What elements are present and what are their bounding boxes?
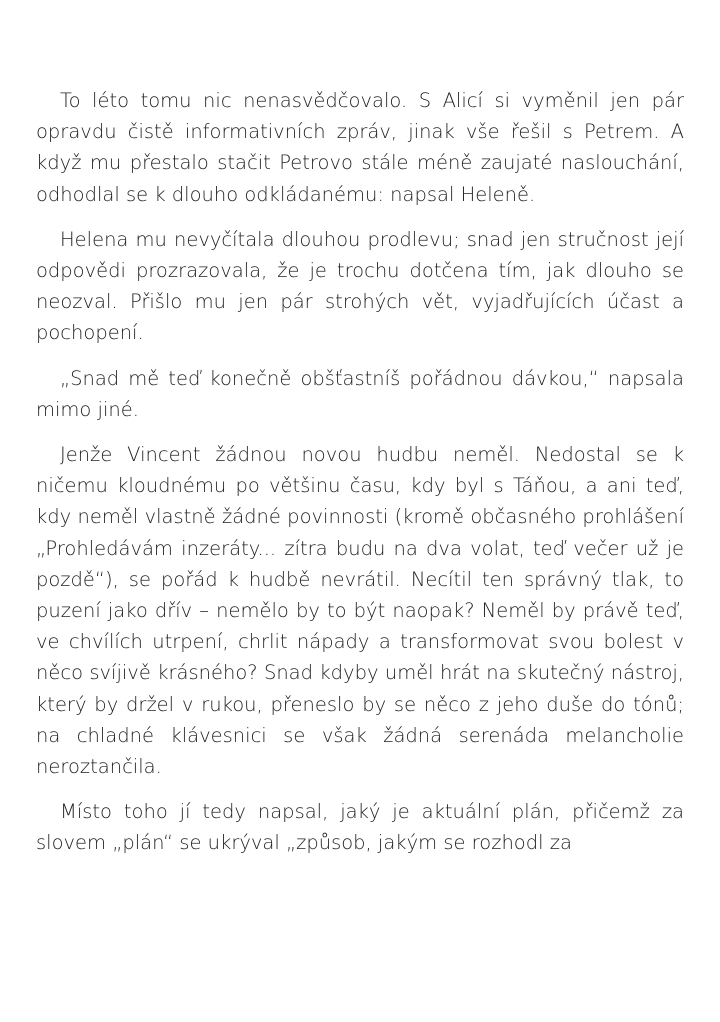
document-page bbox=[36, 85, 684, 873]
paragraph-1: To léto tomu nic nenasvědčovalo. S Alicí si vyměnil jen pár opravdu čistě informativních zpráv, jinak vše řešil s Petrem. A když mu přestalo stačit Petrovo stále méně zaujaté naslouchání, odhodlal se k dlouho odkládanému: napsal Heleně. bbox=[36, 89, 684, 206]
paragraph-4: Jenže Vincent žádnou novou hudbu neměl. Nedostal se k ničemu kloudnému po většinu času, kdy byl s Táňou, a ani teď, kdy neměl vlastně žádné povinnosti (kromě občasného prohlášení „Prohledávám inzeráty... zítra budu na dva volat, teď večer už je pozdě“), se pořád k hudbě nevrátil. Necítil ten správný tlak, to puzení jako dřív – nemělo by to být naopak? Neměl by právě teď, ve chvílích utrpení, chrlit nápady a transformovat svou bolest v něco svíjivě krásného? Snad kdyby uměl hrát na skutečný nástroj, který by držel v rukou, přeneslo by se něco z jeho duše do tónů; na chladné klávesnici se však žádná serenáda melancholie neroztančila. bbox=[36, 443, 684, 779]
paragraph-5: Místo toho jí tedy napsal, jaký je aktuální plán, přičemž za slovem „plán“ se ukrýval „způsob, jakým se rozhodl za bbox=[36, 800, 684, 855]
paragraph-3: „Snad mě teď konečně obšťastníš pořádnou dávkou,“ napsala mimo jiné. bbox=[36, 366, 684, 421]
paragraph-2: Helena mu nevyčítala dlouhou prodlevu; snad jen stručnost její odpovědi prozrazovala, že je trochu dotčena tím, jak dlouho se neozval. Přišlo mu jen pár strohých vět, vyjadřujících účast a pochopení. bbox=[36, 227, 684, 345]
